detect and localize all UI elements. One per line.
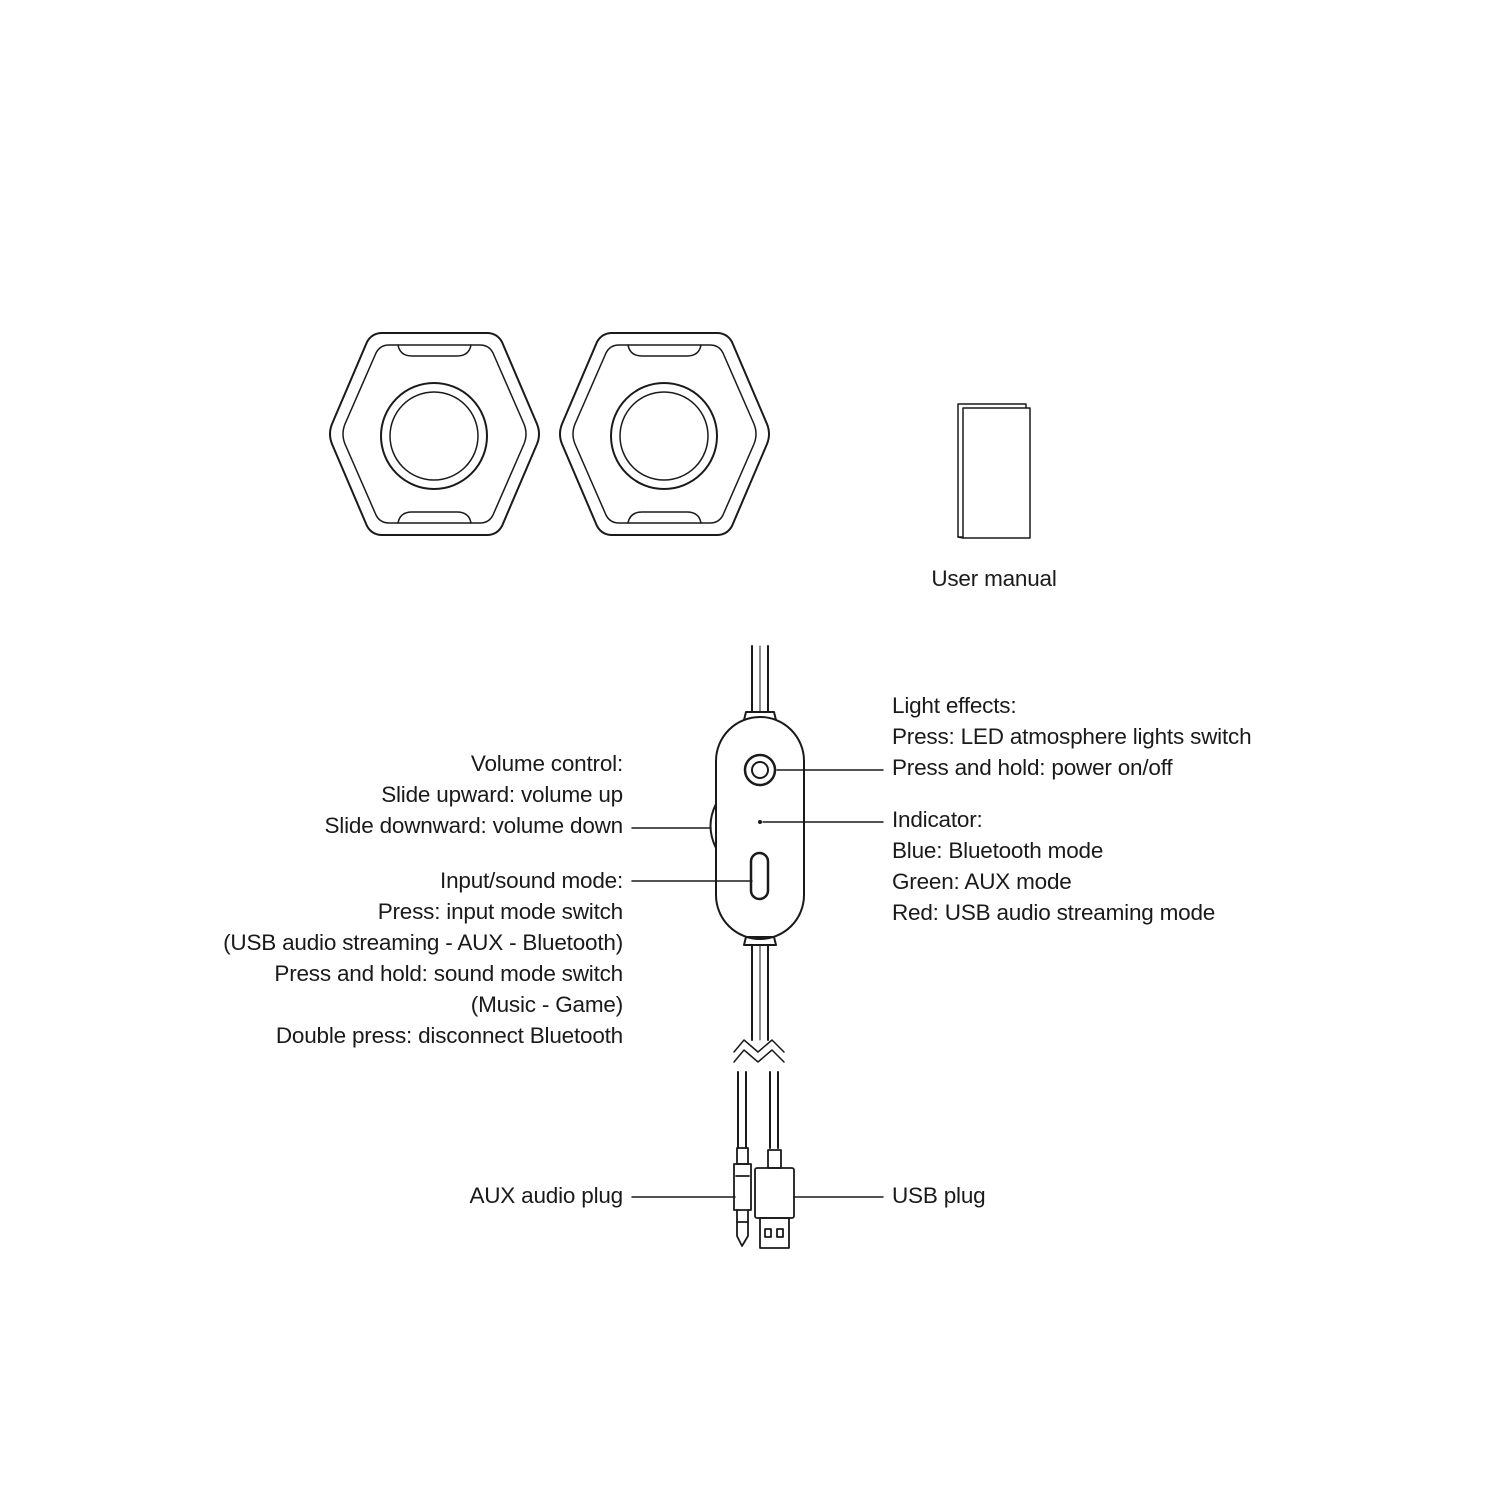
input-mode-hold: Press and hold: sound mode switch <box>274 961 623 986</box>
light-effects-label <box>892 690 1251 783</box>
indicator-title: Indicator: <box>892 807 983 832</box>
aux-plug-label: AUX audio plug <box>469 1183 623 1208</box>
light-effects-title: Light effects: <box>892 693 1017 718</box>
user-manual-caption: User manual <box>931 566 1057 591</box>
volume-control-label <box>324 748 623 841</box>
volume-control-title: Volume control: <box>470 751 623 776</box>
indicator-green: Green: AUX mode <box>892 869 1072 894</box>
indicator-red: Red: USB audio streaming mode <box>892 900 1216 925</box>
input-mode-double: Double press: disconnect Bluetooth <box>275 1023 623 1048</box>
indicator-led <box>758 820 762 824</box>
light-effects-press: Press: LED atmosphere lights switch <box>892 724 1252 749</box>
input-mode-title: Input/sound mode: <box>440 868 623 893</box>
volume-up-text: Slide upward: volume up <box>381 782 623 807</box>
input-mode-press: Press: input mode switch <box>377 899 623 924</box>
indicator-blue: Blue: Bluetooth mode <box>892 838 1104 863</box>
upper-cable <box>744 646 776 720</box>
inline-remote <box>711 717 805 939</box>
usb-plug-label: USB plug <box>892 1183 986 1208</box>
input-mode-label <box>223 865 623 1051</box>
left-speaker <box>330 333 539 535</box>
aux-plug-icon <box>734 1148 751 1246</box>
lower-cable <box>734 937 784 1148</box>
right-speaker <box>560 333 769 535</box>
indicator-label <box>892 804 1215 928</box>
usb-plug-icon <box>755 1150 794 1248</box>
input-mode-cycle: (USB audio streaming - AUX - Bluetooth) <box>223 930 623 955</box>
sound-mode-cycle: (Music - Game) <box>470 992 623 1017</box>
light-effects-hold: Press and hold: power on/off <box>892 755 1173 780</box>
user-manual-icon <box>958 404 1030 538</box>
volume-down-text: Slide downward: volume down <box>324 813 623 838</box>
